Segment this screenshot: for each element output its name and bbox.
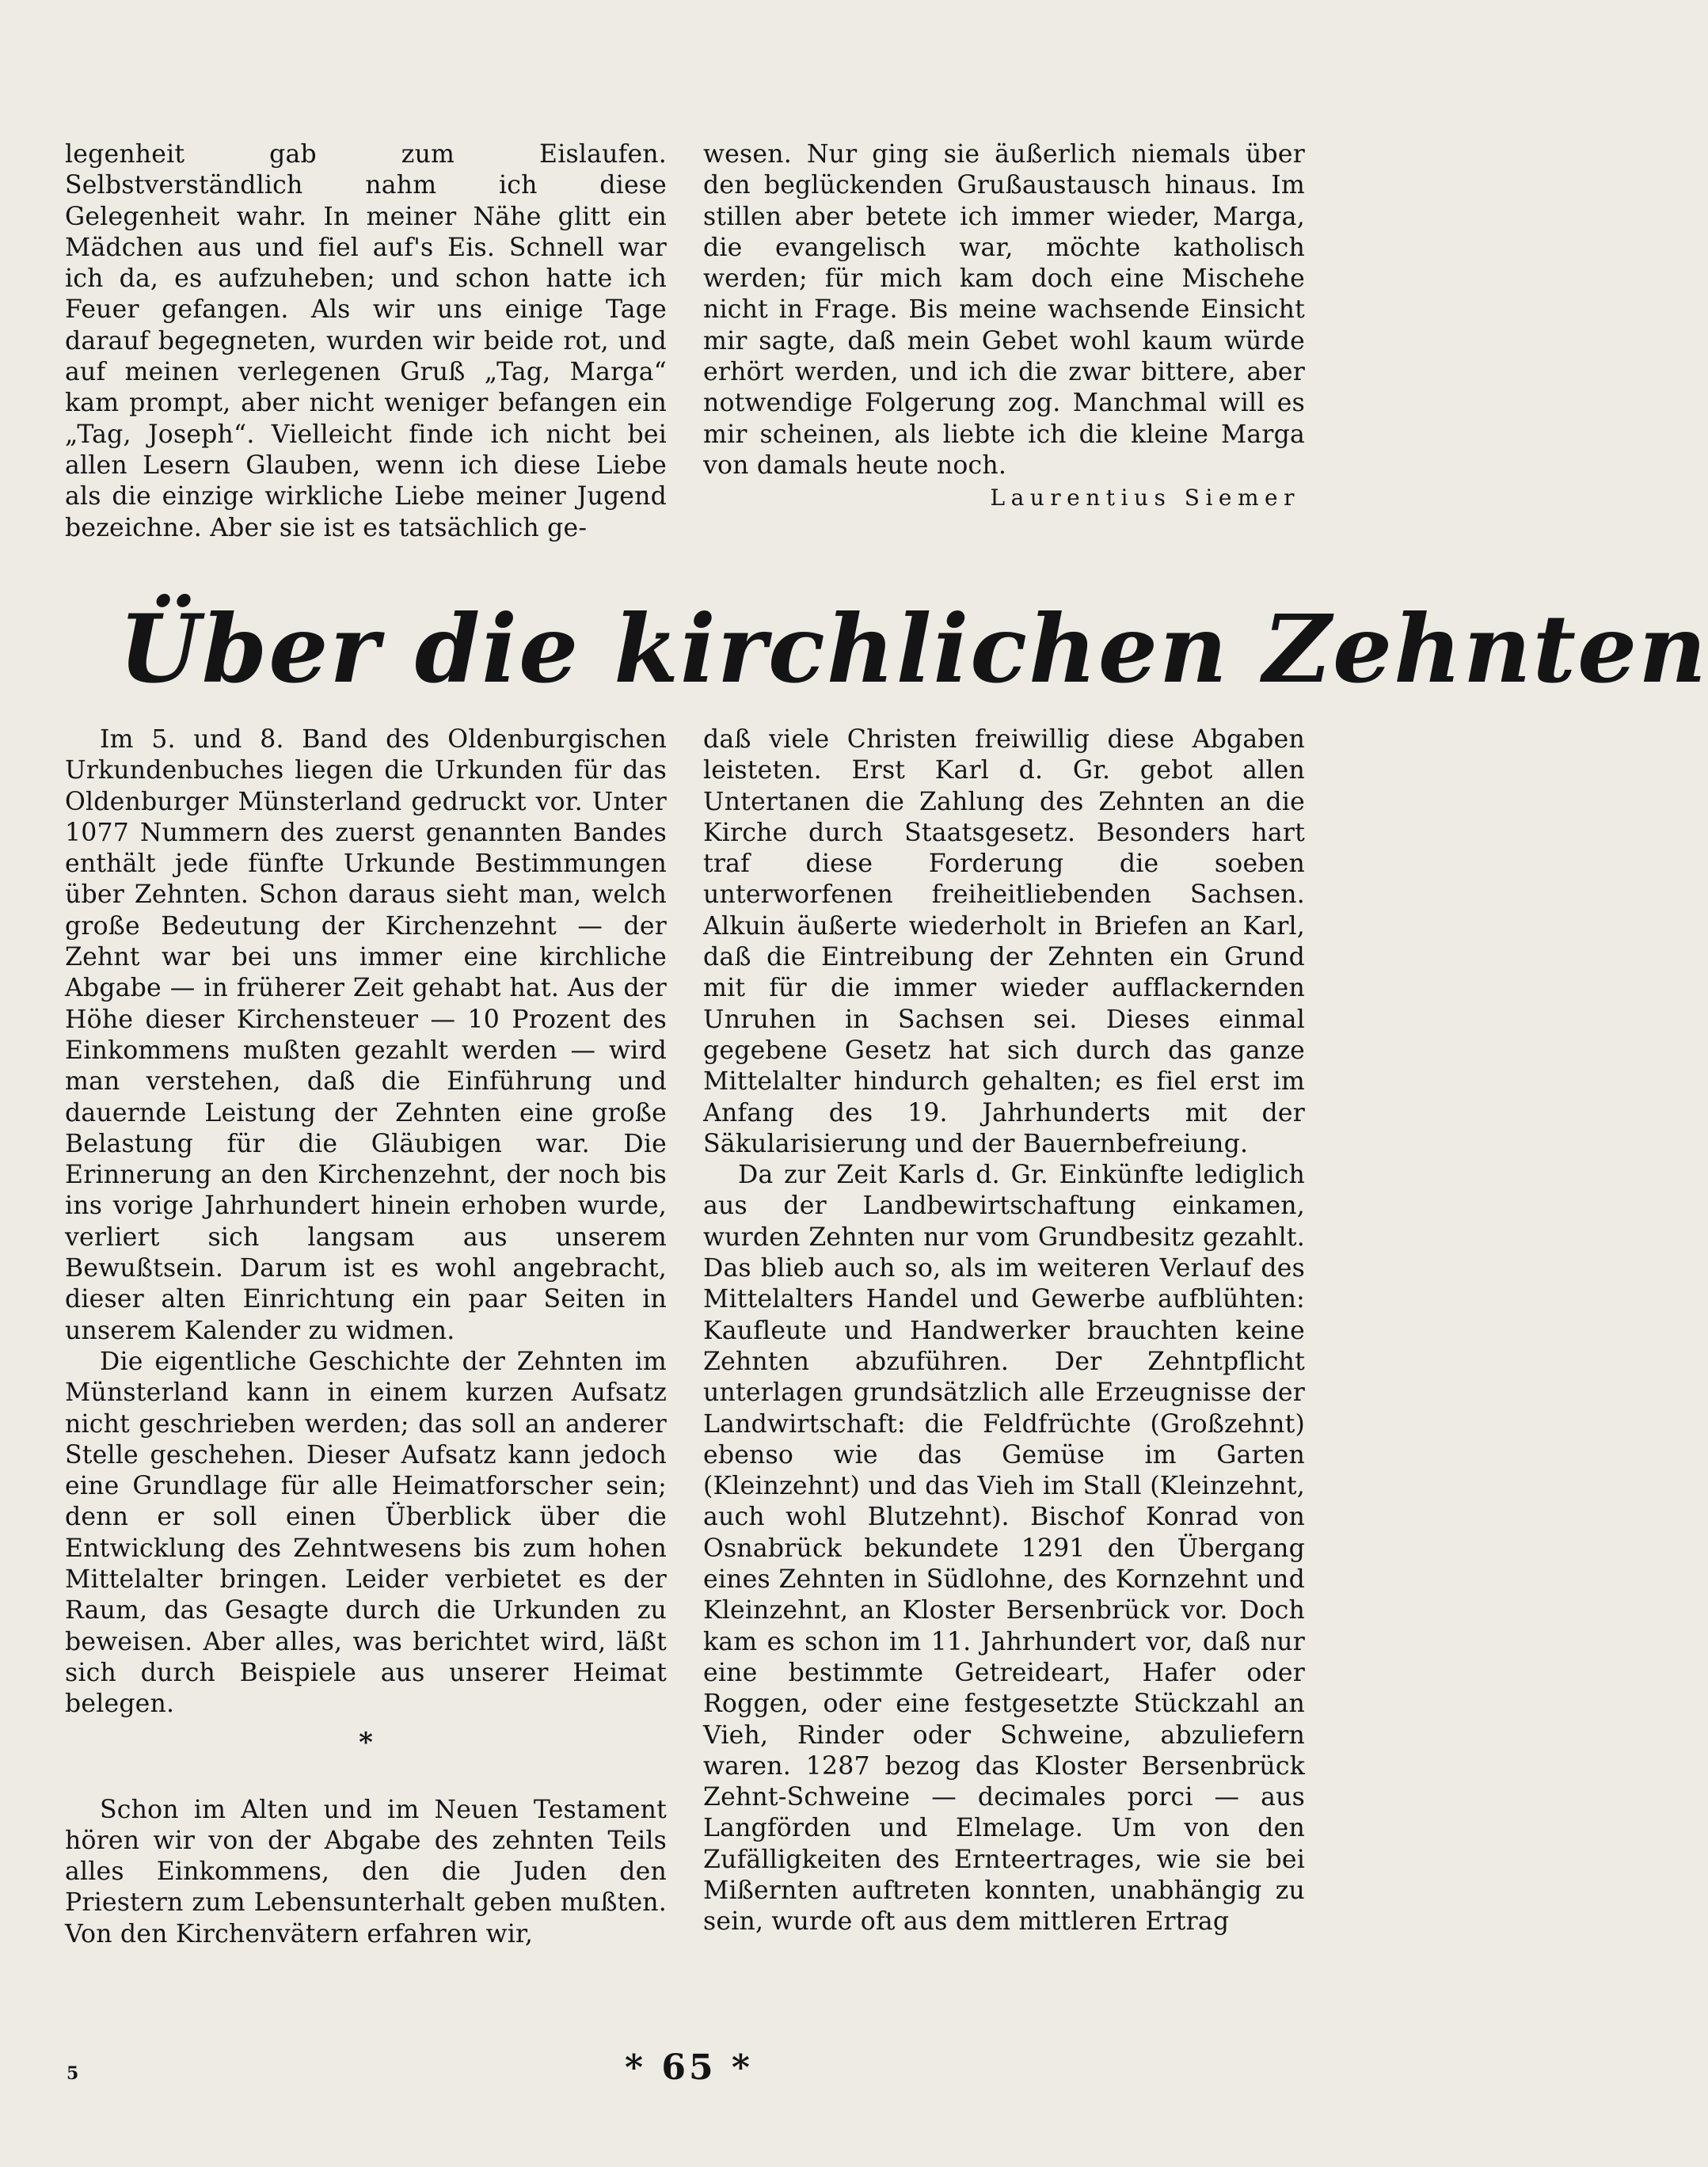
paragraph: daß viele Christen freiwillig diese Abgaben leisteten. Erst Karl d. Gr. gebot allen Untertanen die Zahlung des Zehnten an die Kirche durch Staatsgesetz. Besonders hart traf diese Forderung die soeben unterworfenen freiheitliebenden Sachsen. Alkuin äußerte wiederholt in Briefen an Karl, daß die Eintreibung der Zehnten ein Grund mit für die immer wieder aufflackernden Unruhen in Sachsen sei. Dieses einmal gegebene Gesetz hat sich durch das ganze Mittelalter hindurch gehalten; es fiel erst im Anfang des 19. Jahrhunderts mit der Säkularisierung und der Bauernbefreiung.	[703, 725, 1305, 1158]
paragraph: Da zur Zeit Karls d. Gr. Einkünfte lediglich aus der Landbewirtschaftung einkamen, wurden Zehnten nur vom Grundbesitz gezahlt. Das blieb auch so, als im weiteren Verlauf des Mittelalters Handel und Gewerbe aufblühten: Kaufleute und Handwerker brauchten keine Zehnten abzuführen. Der Zehntpflicht unterlagen grundsätzlich alle Erzeugnisse der Landwirtschaft: die Feldfrüchte (Großzehnt) ebenso wie das Gemüse im Garten (Kleinzehnt) und das Vieh im Stall (Kleinzehnt, auch wohl Blutzehnt). Bischof Konrad von Osnabrück bekundete 1291 den Übergang eines Zehnten in Südlohne, des Kornzehnt und Kleinzehnt, an Kloster Bersenbrück vor. Doch kam es schon im 11. Jahrhundert vor, daß nur eine bestimmte Getreideart, Hafer oder Roggen, oder eine festgesetzte Stückzahl an Vieh, Rinder oder Schweine, abzuliefern waren. 1287 bezog das Kloster Bersenbrück Zehnt-Schweine — decimales porci — aus Langförden und Elmelage. Um von den Zufälligkeiten des Ernteertrages, wie sie bei Mißernten auftreten konnten, unabhängig zu sein, wurde oft aus dem mittleren Ertrag	[703, 1161, 1305, 1937]
paragraph: Die eigentliche Geschichte der Zehnten im Münsterland kann in einem kurzen Aufsatz nicht geschrieben werden; das soll an anderer Stelle geschehen. Dieser Aufsatz kann jedoch eine Grundlage für alle Heimatforscher sein; denn er soll einen Überblick über die Entwicklung des Zehntwesens bis zum hohen Mittelalter bringen. Leider verbietet es der Raum, das Gesagte durch die Urkunden zu beweisen. Aber alles, was berichtet wird, läßt sich durch Beispiele aus unserer Heimat belegen.	[65, 1347, 667, 1719]
paragraph: Schon im Alten und im Neuen Testament hören wir von der Abgabe des zehnten Teils alles Einkommens, den die Juden den Priestern zum Lebensunterhalt geben mußten. Von den Kirchenvätern erfahren wir,	[65, 1795, 667, 1948]
column-top-right	[703, 139, 1305, 511]
column-body-left	[65, 724, 667, 1950]
paragraph: Im 5. und 8. Band des Oldenburgischen Urkundenbuches liegen die Urkunden für das Oldenburger Münsterland gedruckt vor. Unter 1077 Nummern des zuerst genannten Bandes enthält jede fünfte Urkunde Bestimmungen über Zehnten. Schon daraus sieht man, welch große Bedeutung der Kirchenzehnt — der Zehnt war bei uns immer eine kirchliche Abgabe — in früherer Zeit gehabt hat. Aus der Höhe dieser Kirchensteuer — 10 Prozent des Einkommens mußten gezahlt werden — wird man verstehen, daß die Einführung und dauernde Leistung der Zehnten eine große Belastung für die Gläubigen war. Die Erinnerung an den Kirchenzehnt, der noch bis ins vorige Jahrhundert hinein erhoben wurde, verliert sich langsam aus unserem Bewußtsein. Darum ist es wohl angebracht, dieser alten Einrichtung ein paar Seiten in unserem Kalender zu widmen.	[65, 725, 667, 1345]
page-number: * 65 *	[625, 2047, 753, 2088]
column-body-right	[703, 724, 1305, 1938]
author-name: Laurentius Siemer	[990, 485, 1300, 511]
article-title: Über die kirchlichen Zehnten	[119, 594, 1708, 704]
paragraph: legenheit gab zum Eislaufen. Selbstverständlich nahm ich diese Gelegenheit wahr. In meiner Nähe glitt ein Mädchen aus und fiel auf's Eis. Schnell war ich da, es aufzuheben; und schon hatte ich Feuer gefangen. Als wir uns einige Tage darauf begegneten, wurden wir beide rot, und auf meinen verlegenen Gruß „Tag, Marga“ kam prompt, aber nicht weniger befangen ein „Tag, Joseph“. Vielleicht finde ich nicht bei allen Lesern Glauben, wenn ich diese Liebe als die einzige wirkliche Liebe meiner Jugend bezeichne. Aber sie ist es tatsächlich ge-	[65, 140, 667, 542]
paragraph: wesen. Nur ging sie äußerlich niemals über den beglückenden Grußaustausch hinaus. Im stillen aber betete ich immer wieder, Marga, die evangelisch war, möchte katholisch werden; für mich kam doch eine Mischehe nicht in Frage. Bis meine wachsende Einsicht mir sagte, daß mein Gebet wohl kaum würde erhört werden, und ich die zwar bittere, aber notwendige Folgerung zog. Manchmal will es mir scheinen, als liebte ich die kleine Marga von damals heute noch.	[703, 140, 1305, 480]
section-separator: *	[359, 1726, 373, 1758]
column-top-left	[65, 139, 667, 544]
printer-signature: 5	[67, 2063, 79, 2084]
